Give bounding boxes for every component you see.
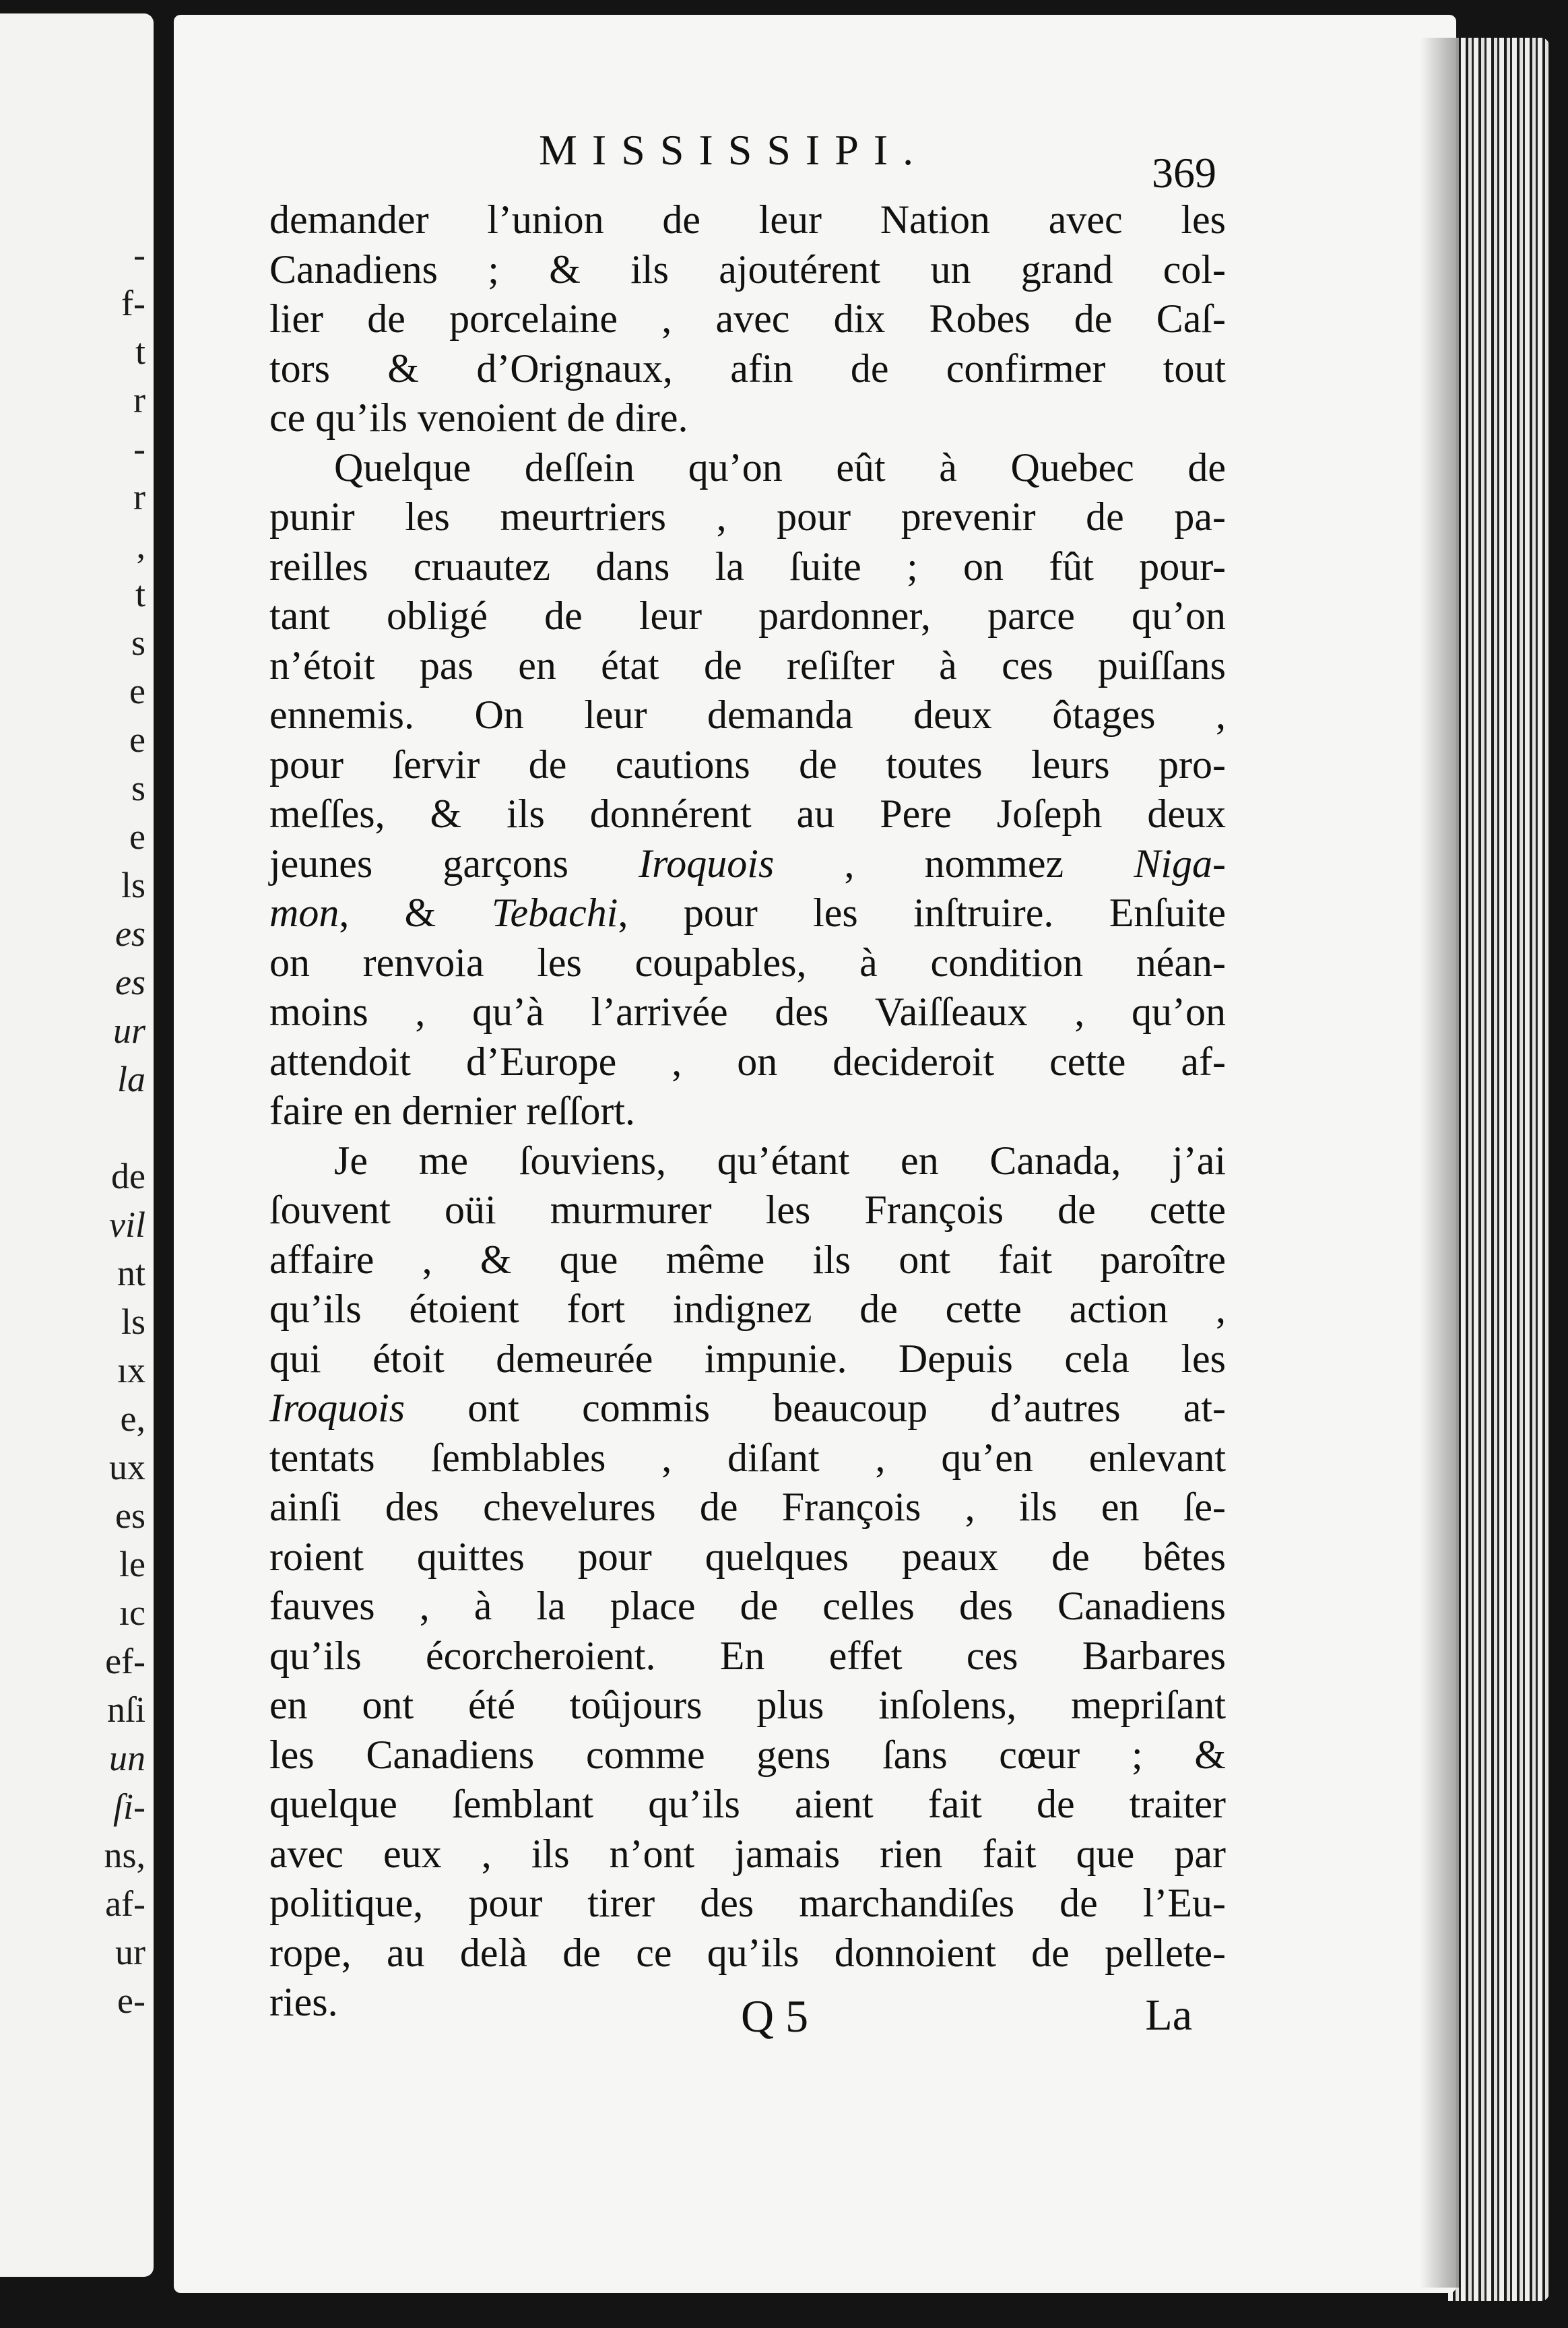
text-line: Canadiens ; & ils ajoutérent un grand col- — [269, 247, 1226, 292]
facing-page-fragment: ıc — [119, 1592, 145, 1633]
text-line: rope, au delà de ce qu’ils donnoient de pellete- — [269, 1930, 1226, 1975]
text-line: ce qu’ils venoient de dire. — [269, 395, 688, 440]
facing-page-fragment: es — [115, 962, 145, 1002]
text-line: fauves , à la place de celles des Canadiens — [269, 1584, 1226, 1628]
facing-page-fragment: e, — [120, 1398, 145, 1439]
text-line: faire en dernier reſſort. — [269, 1089, 636, 1133]
facing-page-fragment: - — [133, 428, 145, 469]
text-line: ſouvent oüi murmurer les François de cette — [269, 1188, 1226, 1232]
text-line: moins , qu’à l’arrivée des Vaiſſeaux , qu’on — [269, 990, 1226, 1034]
facing-page-fragment: de — [111, 1156, 145, 1196]
running-head: MISSISSIPI. — [539, 126, 929, 174]
text-line: les Canadiens comme gens ſans cœur ; & — [269, 1732, 1226, 1777]
facing-page-fragment: un — [109, 1738, 145, 1778]
facing-page-fragment: ns, — [104, 1835, 145, 1875]
text-line: roient quittes pour quelques peaux de bêtes — [269, 1534, 1226, 1579]
text-line: on renvoia les coupables, à condition néan- — [269, 940, 1226, 985]
text-line: tant obligé de leur pardonner, parce qu’on — [269, 593, 1226, 638]
text-line: n’étoit pas en état de reſiſter à ces puiſſans — [269, 643, 1226, 688]
text-run: , pour les inſtruire. Enſuite — [618, 891, 1227, 935]
facing-page-fragment: vil — [109, 1204, 145, 1245]
facing-page-fragment: ls — [121, 1301, 145, 1342]
text-line: Je me ſouviens, qu’étant en Canada, j’ai — [334, 1138, 1226, 1183]
text-line: affaire , & que même ils ont fait paroître — [269, 1237, 1226, 1282]
facing-page-fragment: s — [131, 768, 145, 808]
facing-page-fragment: ef- — [105, 1641, 145, 1681]
facing-page-fragment: es — [115, 913, 145, 954]
facing-page-fragment: r — [133, 380, 145, 420]
text-line — [269, 839, 1226, 889]
signature-mark: Q 5 — [741, 1991, 809, 2042]
text-line: meſſes, & ils donnérent au Pere Joſeph deux — [269, 791, 1226, 836]
italic-word: Iroquois — [269, 1386, 405, 1430]
facing-page-fragment: nt — [117, 1253, 145, 1293]
facing-page-fragment: e- — [117, 1980, 145, 2021]
text-line: quelque ſemblant qu’ils aient fait de traiter — [269, 1782, 1226, 1826]
facing-page-fragment: e — [129, 719, 145, 760]
text-line — [269, 1384, 1226, 1433]
text-line: pour ſervir de cautions de toutes leurs pro- — [269, 742, 1226, 787]
text-run: ont commis beaucoup d’autres at- — [405, 1386, 1226, 1430]
page-shadow — [1420, 38, 1460, 2288]
facing-page-fragment: r — [133, 477, 145, 517]
facing-page-edge — [0, 13, 154, 2277]
text-line: attendoit d’Europe , on decideroit cette af- — [269, 1039, 1226, 1084]
facing-page-fragment: t — [135, 331, 145, 372]
text-line: ainſi des chevelures de François , ils en ſe- — [269, 1485, 1226, 1529]
italic-word: Iroquois — [639, 841, 775, 886]
text-run: , nommez — [774, 841, 1134, 886]
facing-page-fragment: f- — [121, 283, 145, 323]
facing-page-fragment: ur — [115, 1932, 145, 1972]
facing-page-fragment: - — [133, 234, 145, 275]
facing-page-fragment: af- — [105, 1883, 145, 1924]
body-text — [269, 195, 1226, 2028]
text-line: ennemis. On leur demanda deux ôtages , — [269, 692, 1226, 737]
facing-page-fragment: , — [136, 525, 145, 566]
text-line: en ont été toûjours plus inſolens, mepriſant — [269, 1683, 1226, 1727]
facing-page-fragment: t — [135, 574, 145, 614]
catchword: La — [1145, 1991, 1192, 2040]
text-line: reilles cruautez dans la ſuite ; on fût pour- — [269, 544, 1226, 589]
italic-word: Niga- — [1134, 841, 1227, 886]
text-line: ries. — [269, 1980, 338, 2024]
text-run: , & — [339, 891, 492, 935]
italic-word: Tebachi — [491, 891, 618, 935]
facing-page-fragment: s — [131, 622, 145, 663]
page-footer — [269, 1990, 1199, 2044]
facing-page-text-fragments — [11, 230, 145, 2025]
text-line: demander l’union de leur Nation avec les — [269, 197, 1226, 242]
facing-page-fragment: la — [117, 1059, 145, 1099]
facing-page-fragment: ux — [109, 1447, 145, 1487]
facing-page-fragment: ıx — [117, 1350, 145, 1390]
text-line: Quelque deſſein qu’on eût à Quebec de — [334, 445, 1226, 490]
text-line: politique, pour tirer des marchandiſes de l’Eu- — [269, 1881, 1226, 1925]
text-line: punir les meurtriers , pour prevenir de pa- — [269, 494, 1226, 539]
facing-page-fragment: es — [115, 1495, 145, 1536]
facing-page-fragment: ls — [121, 865, 145, 905]
text-line: qu’ils écorcheroient. En effet ces Barbares — [269, 1633, 1226, 1678]
book-page-edges — [1448, 38, 1549, 2301]
text-line: avec eux , ils n’ont jamais rien fait que par — [269, 1831, 1226, 1876]
facing-page-fragment: nſi — [106, 1689, 145, 1730]
facing-page-fragment: e — [129, 816, 145, 857]
page-number: 369 — [1152, 149, 1216, 197]
facing-page-fragment: ſi- — [113, 1786, 145, 1827]
facing-page-fragment: ur — [112, 1010, 145, 1051]
text-line: qu’ils étoient fort indignez de cette action , — [269, 1287, 1226, 1331]
facing-page-fragment: e — [129, 671, 145, 711]
text-line: tors & d’Orignaux, afin de confirmer tout — [269, 346, 1226, 391]
text-line: qui étoit demeurée impunie. Depuis cela les — [269, 1336, 1226, 1381]
text-line: tentats ſemblables , diſant , qu’en enlevant — [269, 1435, 1226, 1480]
italic-word: mon — [269, 891, 339, 935]
text-line — [269, 888, 1226, 938]
text-line: lier de porcelaine , avec dix Robes de Caſ- — [269, 296, 1226, 341]
facing-page-fragment: le — [119, 1544, 145, 1584]
text-run: jeunes garçons — [269, 841, 639, 886]
